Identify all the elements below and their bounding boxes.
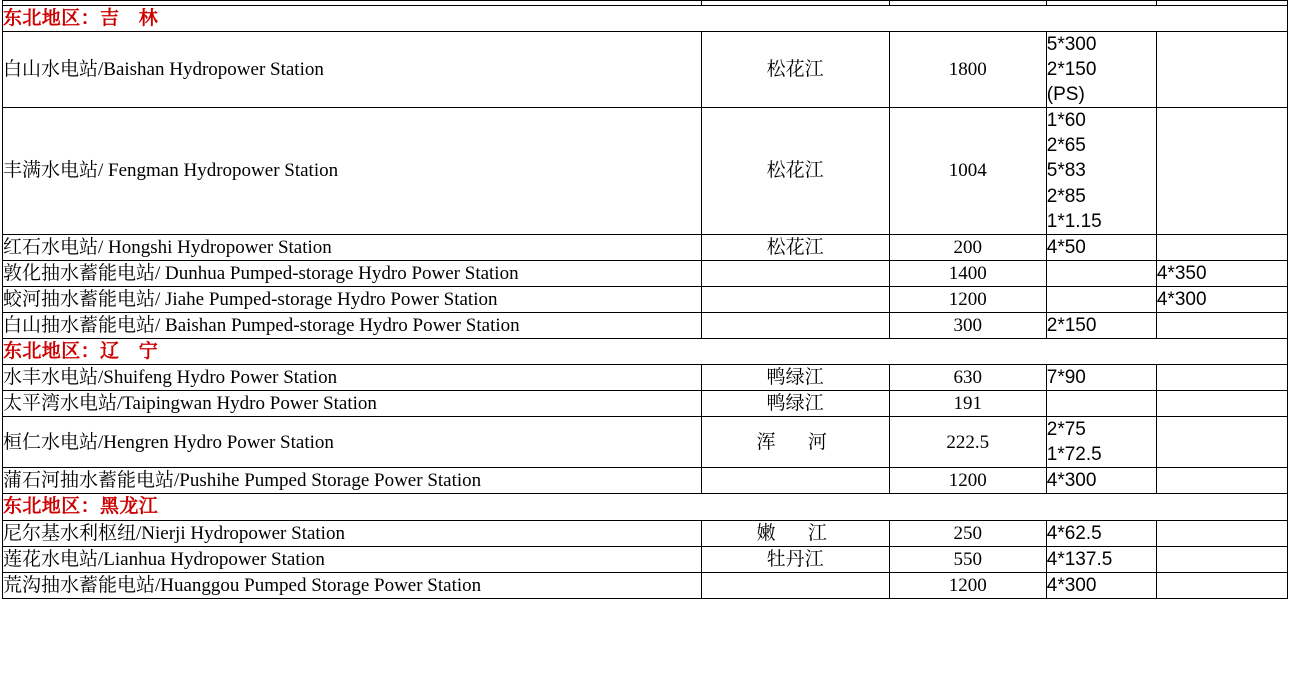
river-cell [701,572,889,598]
section-header: 东北地区：黑龙江 [3,494,1288,520]
station-name-cell: 白山水电站/Baishan Hydropower Station [3,32,702,108]
pumped-storage-units-cell [1156,546,1287,572]
units-cell [1046,286,1156,312]
units-cell [1046,108,1156,234]
units-cell [1046,365,1156,391]
river-cell: 浑 河 [701,417,889,468]
table-row [3,365,1288,391]
unit-line: 5*83 [1046,160,1086,182]
station-name-cell: 尼尔基水利枢纽/Nierji Hydropower Station [3,520,702,546]
river-cell: 松花江 [701,108,889,234]
table-row [3,417,1288,468]
station-name-cell: 蛟河抽水蓄能电站/ Jiahe Pumped-storage Hydro Power Station [3,286,702,312]
pumped-storage-units-cell [1156,32,1287,108]
unit-line: 4*62.5 [1046,522,1102,544]
units-lines [1047,108,1156,233]
table-section-row [3,339,1288,365]
units-cell [1046,520,1156,546]
station-name-cell: 荒沟抽水蓄能电站/Huanggou Pumped Storage Power Station [3,572,702,598]
river-cell: 松花江 [701,234,889,260]
station-name-cell: 太平湾水电站/Taipingwan Hydro Power Station [3,391,702,417]
station-name-cell: 白山抽水蓄能电站/ Baishan Pumped-storage Hydro Power Station [3,312,702,338]
capacity-cell: 191 [889,391,1046,417]
section-header: 东北地区：吉 林 [3,6,1288,32]
pumped-storage-units-cell [1156,391,1287,417]
unit-line: 1*72.5 [1046,444,1102,466]
pumped-storage-units-cell [1156,234,1287,260]
station-name-cell: 蒲石河抽水蓄能电站/Pushihe Pumped Storage Power Station [3,468,702,494]
units-lines [1047,547,1156,572]
pumped-storage-units-cell [1156,108,1287,234]
unit-line: 7*90 [1046,367,1086,389]
river-cell: 松花江 [701,32,889,108]
ps-line: 4*300 [1156,288,1207,310]
pumped-storage-units-cell [1156,520,1287,546]
capacity-cell: 250 [889,520,1046,546]
unit-line: 1*1.15 [1046,210,1102,232]
table-section-row [3,6,1288,32]
table-row [3,312,1288,338]
units-cell [1046,391,1156,417]
river-cell [701,312,889,338]
table-row [3,572,1288,598]
capacity-cell: 1200 [889,572,1046,598]
unit-line: 4*300 [1046,470,1097,492]
unit-line: 2*85 [1046,185,1086,207]
capacity-cell: 1200 [889,468,1046,494]
units-cell [1046,32,1156,108]
unit-line: 1*60 [1046,110,1086,132]
unit-line: 4*50 [1046,236,1086,258]
capacity-cell: 1800 [889,32,1046,108]
units-cell [1046,260,1156,286]
unit-line: 2*65 [1046,135,1086,157]
pumped-storage-units-cell [1156,260,1287,286]
river-cell [701,468,889,494]
table-section-row [3,494,1288,520]
capacity-cell: 1004 [889,108,1046,234]
river-cell: 嫩 江 [701,520,889,546]
section-header: 东北地区：辽 宁 [3,339,1288,365]
capacity-cell: 200 [889,234,1046,260]
table-row [3,234,1288,260]
units-lines [1047,573,1156,598]
table-body [3,1,1288,599]
ps-lines [1157,261,1287,286]
capacity-cell: 222.5 [889,417,1046,468]
river-cell: 牡丹江 [701,546,889,572]
unit-line: 4*137.5 [1046,548,1113,570]
capacity-cell: 630 [889,365,1046,391]
unit-line: 2*150 [1046,59,1097,81]
table-row [3,286,1288,312]
capacity-cell: 550 [889,546,1046,572]
station-name-cell: 水丰水电站/Shuifeng Hydro Power Station [3,365,702,391]
units-lines [1047,235,1156,260]
pumped-storage-units-cell [1156,286,1287,312]
units-lines [1047,417,1156,467]
station-name-cell: 红石水电站/ Hongshi Hydropower Station [3,234,702,260]
table-row [3,468,1288,494]
table-row [3,520,1288,546]
table-row [3,391,1288,417]
station-name-cell: 莲花水电站/Lianhua Hydropower Station [3,546,702,572]
unit-line: (PS) [1046,84,1085,106]
unit-line: 2*150 [1046,314,1097,336]
table-row [3,32,1288,108]
units-cell [1046,546,1156,572]
units-cell [1046,234,1156,260]
pumped-storage-units-cell [1156,572,1287,598]
unit-line: 2*75 [1046,419,1086,441]
ps-line: 4*350 [1156,262,1207,284]
pumped-storage-units-cell [1156,417,1287,468]
units-lines [1047,32,1156,107]
hydropower-station-table [2,0,1288,599]
pumped-storage-units-cell [1156,312,1287,338]
river-cell: 鸭绿江 [701,391,889,417]
capacity-cell: 300 [889,312,1046,338]
capacity-cell: 1400 [889,260,1046,286]
ps-lines [1157,287,1287,312]
table-row [3,546,1288,572]
table-row [3,260,1288,286]
unit-line: 5*300 [1046,34,1097,56]
units-cell [1046,417,1156,468]
pumped-storage-units-cell [1156,468,1287,494]
capacity-cell: 1200 [889,286,1046,312]
station-name-cell: 丰满水电站/ Fengman Hydropower Station [3,108,702,234]
units-lines [1047,521,1156,546]
units-lines [1047,365,1156,390]
river-cell [701,286,889,312]
units-lines [1047,468,1156,493]
river-cell [701,260,889,286]
units-cell [1046,468,1156,494]
units-cell [1046,312,1156,338]
station-name-cell: 桓仁水电站/Hengren Hydro Power Station [3,417,702,468]
river-cell: 鸭绿江 [701,365,889,391]
units-cell [1046,572,1156,598]
units-lines [1047,313,1156,338]
table-row [3,108,1288,234]
station-name-cell: 敦化抽水蓄能电站/ Dunhua Pumped-storage Hydro Power Station [3,260,702,286]
unit-line: 4*300 [1046,574,1097,596]
pumped-storage-units-cell [1156,365,1287,391]
